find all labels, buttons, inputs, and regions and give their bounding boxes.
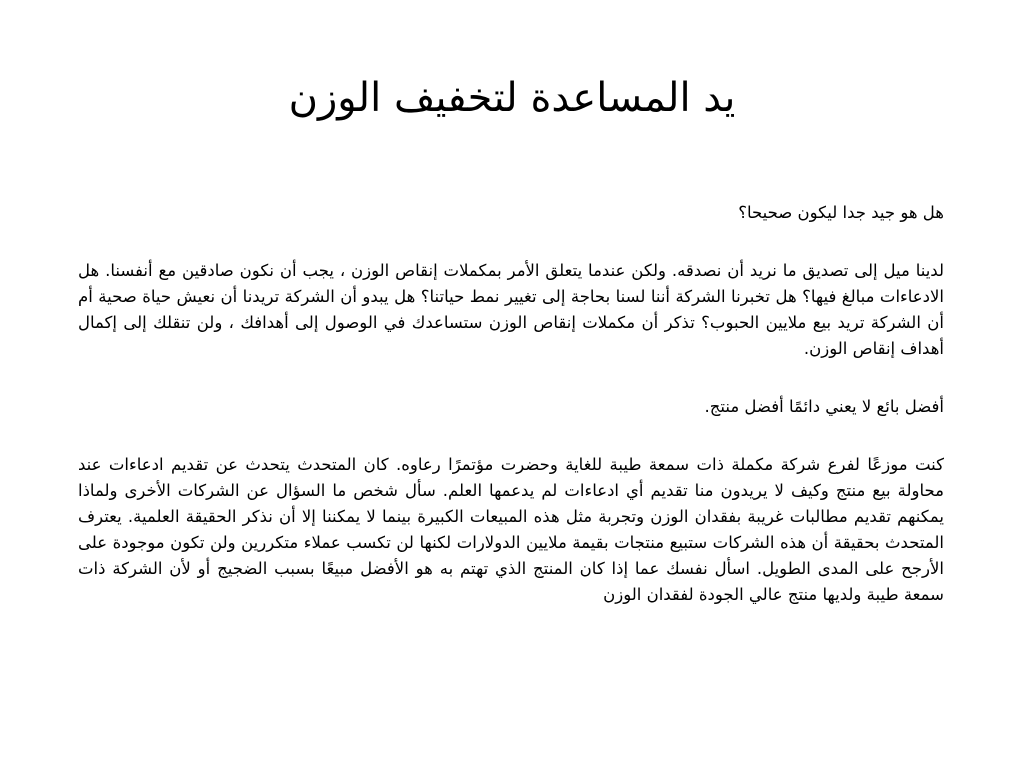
paragraph-question: هل هو جيد جدا ليكون صحيحا؟ (738, 203, 944, 222)
paragraph-distributor-story: كنت موزعًا لفرع شركة مكملة ذات سمعة طيبة للغاية وحضرت مؤتمرًا رعاوه. كان المتحدث يتحدث عن تقديم ادعاءات عند محاولة بيع منتج وكيف لا يريدون منا تقديم أي ادعاءات لم يدعمها العلم. سأل شخص ما السؤال عن الشركات الأخرى ولماذا يمكنهم تقديم مطالبات غريبة بفقدان الوزن وتجربة مثل هذه المبيعات الكبيرة بينما لا يمكننا إلا أن نذكر الحقيقة العلمية. يعترف المتحدث بحقيقة أن هذه الشركات ستبيع منتجات بقيمة ملايين الدولارات لكنها لن تكسب عملاء متكررين ولن تكون موجودة على الأرجح على المدى الطويل. اسأل نفسك عما إذا كان المنتج الذي تهتم به هو الأفضل مبيعًا بسبب الضجيج أو لأن الشركة ذات سمعة طيبة ولديها منتج عالي الجودة لفقدان الوزن (78, 455, 944, 604)
slide-body (78, 200, 944, 640)
paragraph-honesty: لدينا ميل إلى تصديق ما نريد أن نصدقه. ولكن عندما يتعلق الأمر بمكملات إنقاص الوزن ، يجب أن نكون صادقين مع أنفسنا. هل الادعاءات مبالغ فيها؟ هل تخبرنا الشركة أننا لسنا بحاجة إلى تغيير نمط حياتنا؟ هل يبدو أن الشركة تريدنا أن نعيش حياة صحية أم أن الشركة تريد بيع ملايين الحبوب؟ تذكر أن مكملات إنقاص الوزن ستساعدك في الوصول إلى أهدافك ، ولن تنقلك إلى إكمال أهداف إنقاص الوزن. (78, 261, 944, 358)
slide-title: يد المساعدة لتخفيف الوزن (288, 75, 736, 121)
paragraph-best-seller: أفضل بائع لا يعني دائمًا أفضل منتج. (704, 397, 944, 416)
